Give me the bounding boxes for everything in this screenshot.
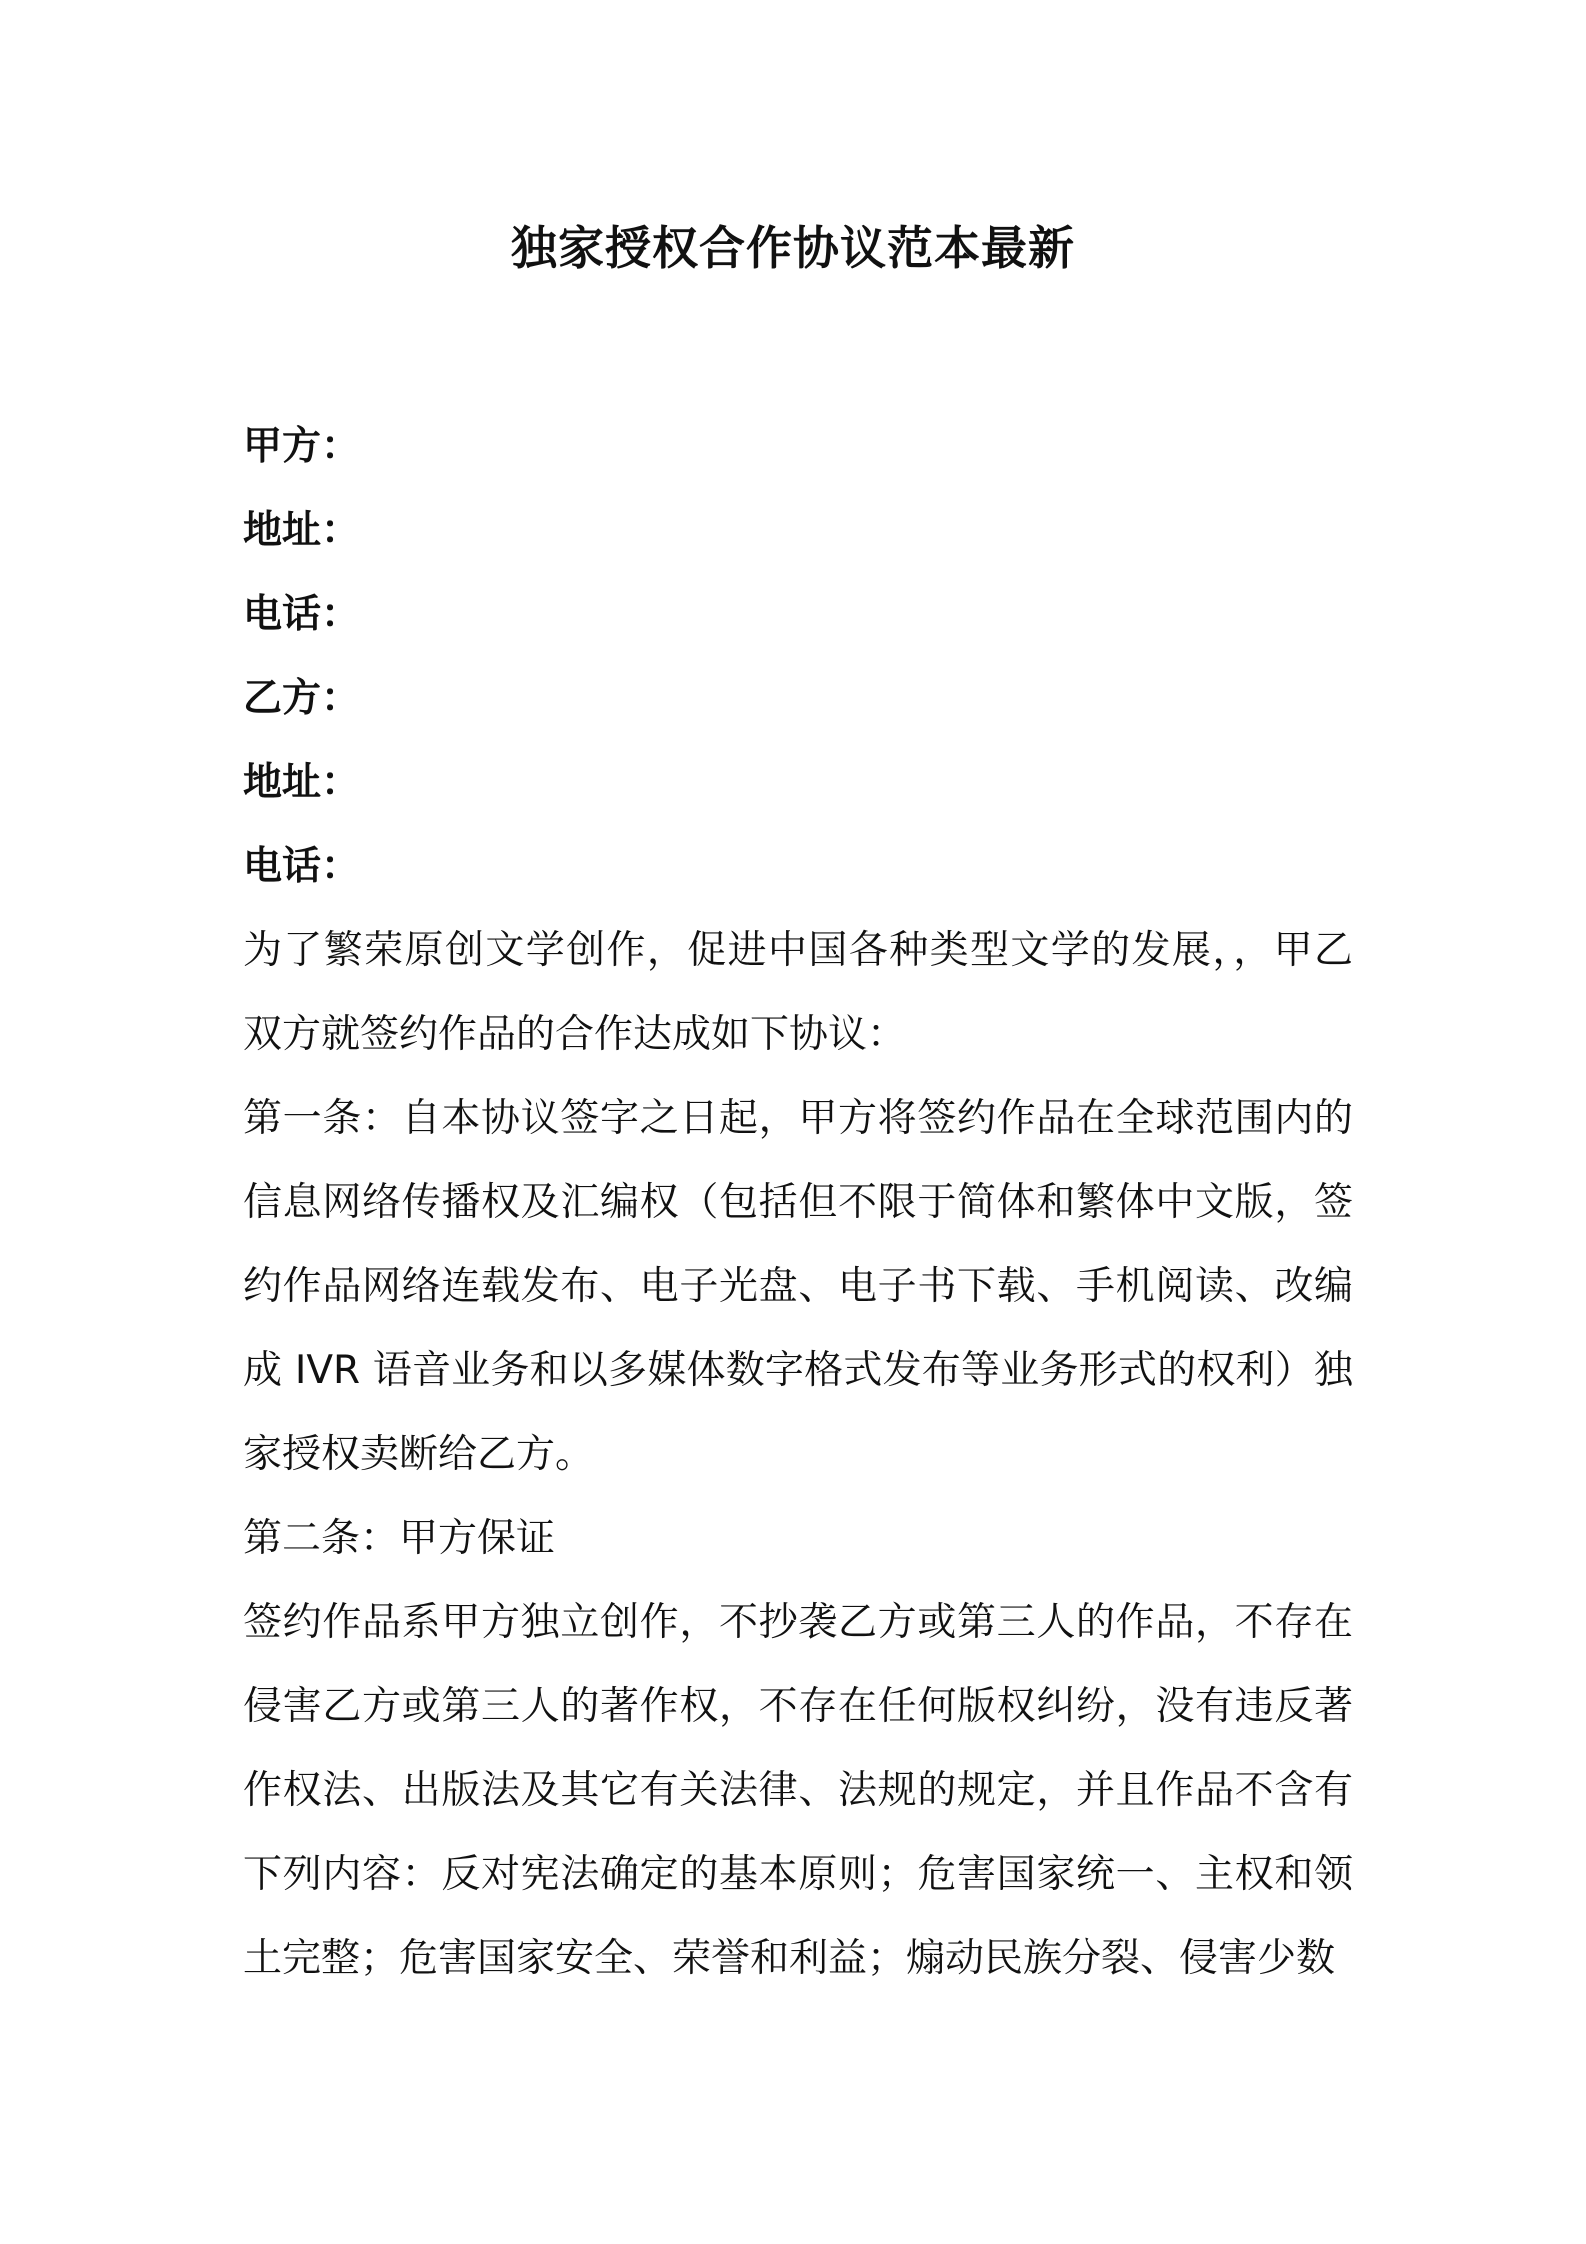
party-b-address-field xyxy=(243,741,1353,825)
party-a-address-field xyxy=(243,489,1353,573)
party-b-phone-label: 电话： xyxy=(243,844,361,889)
party-a-label: 甲方： xyxy=(243,424,361,469)
party-b-address-label: 地址： xyxy=(243,760,361,805)
party-b-label: 乙方： xyxy=(243,676,361,721)
party-b-field xyxy=(243,657,1353,741)
party-a-phone-label: 电话： xyxy=(243,592,361,637)
party-a-field xyxy=(243,405,1353,489)
article-1-paragraph: 第一条：自本协议签字之日起，甲方将签约作品在全球范围内的信息网络传播权及汇编权（包括但不限于简体和繁体中文版，签约作品网络连载发布、电子光盘、电子书下载、手机阅读、改编成 IVR 语音业务和以多媒体数字格式发布等业务形式的权利）独家授权卖断给乙方。 xyxy=(243,1096,1353,1477)
party-b-phone-field xyxy=(243,825,1353,909)
article-2-heading: 第二条：甲方保证 xyxy=(243,1516,556,1561)
intro-paragraph: 为了繁荣原创文学创作，促进中国各种类型文学的发展，，甲乙双方就签约作品的合作达成如下协议： xyxy=(243,928,1353,1057)
article-2-paragraph: 签约作品系甲方独立创作，不抄袭乙方或第三人的作品，不存在侵害乙方或第三人的著作权，不存在任何版权纠纷，没有违反著作权法、出版法及其它有关法律、法规的规定，并且作品不含有下列内容：反对宪法确定的基本原则；危害国家统一、主权和领土完整；危害国家安全、荣誉和利益；煽动民族分裂、侵害少数 xyxy=(243,1600,1353,1981)
party-a-phone-field xyxy=(243,573,1353,657)
document-body xyxy=(243,405,1353,2001)
party-a-address-label: 地址： xyxy=(243,508,361,553)
document-title: 独家授权合作协议范本最新 xyxy=(511,221,1075,275)
